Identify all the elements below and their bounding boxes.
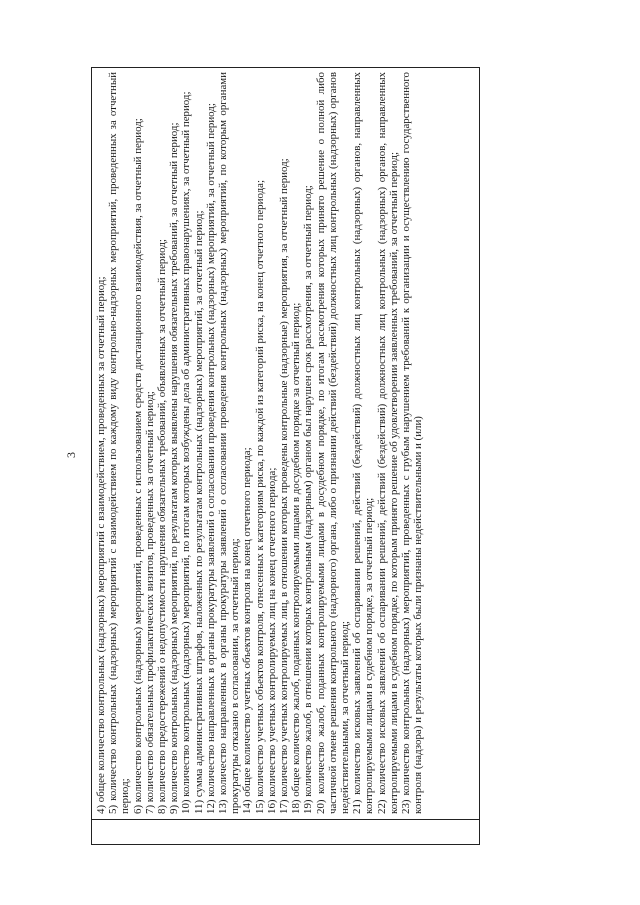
list-item: 20) количество жалоб, поданных контролируемыми лицами в досудебном порядке, по итогам рассмотрения которых принято решение о полной либо частичной отмене решения контрольного (надзорного) органа, либо о признании действий (бездействий) должностных лиц контрольных (надзорных) органов недействительными, за отчетный период; (314, 72, 352, 814)
indicator-list (95, 72, 424, 814)
table-left-column (92, 819, 479, 844)
table-frame (91, 67, 480, 845)
list-item: 11) сумма административных штрафов, наложенных по результатам контрольных (надзорных) мероприятий, за отчетный период; (192, 210, 205, 814)
list-item: 9) количество контрольных (надзорных) мероприятий, по результатам которых выявлены нарушения обязательных требований, за отчетный период; (168, 122, 181, 814)
list-item: 19) количество жалоб, в отношении которых контрольным (надзорным) органом был нарушен срок рассмотрения, за отчетный период; (302, 185, 315, 814)
list-item: 10) количество контрольных (надзорных) мероприятий, по итогам которых возбуждены дела об административных правонарушениях, за отчетный период; (180, 91, 193, 814)
list-item: 23) количество контрольных (надзорных) мероприятий, проведенных с грубым нарушением требований к организации и осуществлению государственного контроля (надзора) и результаты которых были признаны недействительными и (или) (400, 72, 425, 814)
list-item: 21) количество исковых заявлений об оспаривании решений, действий (бездействий) должностных лиц контрольных (надзорных) органов, направленных контролируемыми лицами в судебном порядке, за отчетный период; (351, 72, 376, 814)
list-item: 6) количество контрольных (надзорных) мероприятий, проведенных с использованием средств дистанционного взаимодействия, за отчетный период; (131, 118, 144, 814)
list-item: 12) количество направленных в органы прокуратуры заявлений о согласовании проведения контрольных (надзорных) мероприятий, за отчетный период; (204, 103, 217, 814)
list-item: 15) количество учетных объектов контроля, отнесенных к категориям риска, по каждой из категорий риска, на конец отчетного периода; (253, 180, 266, 814)
list-item: 18) общее количество жалоб, поданных контролируемыми лицами в досудебном порядке за отчетный период; (290, 302, 303, 814)
list-item: 16) количество учетных контролируемых лиц на конец отчетного периода; (265, 467, 278, 814)
page-number: 3 (64, 452, 78, 458)
rotated-content (64, 65, 482, 845)
list-item: 4) общее количество контрольных (надзорных) мероприятий с взаимодействием, проведенных за отчетный период; (95, 276, 107, 814)
list-item: 17) количество учетных контролируемых лиц, в отношении которых проведены контрольные (надзорные) мероприятия, за отчетный период; (278, 158, 291, 814)
list-item: 8) количество предостережений о недопустимости нарушения обязательных требований, объявленных за отчетный период; (156, 239, 169, 814)
list-item: 22) количество исковых заявлений об оспаривании решений, действий (бездействий) должностных лиц контрольных (надзорных) органов, направленных контролируемыми лицами в судебном порядке, по которым принято решение об удовлетворении заявленных требований, за отчетный период; (375, 72, 400, 814)
list-item: 13) количество направленных в органы прокуратуры заявлений о согласовании проведения контрольных (надзорных) мероприятий, по которым органами прокуратуры отказано в согласовании, за отчетный период; (217, 72, 242, 814)
list-item: 14) общее количество учетных объектов контроля на конец отчетного периода; (241, 447, 254, 814)
list-item: 7) количество обязательных профилактических визитов, проведенных за отчетный период; (143, 391, 156, 814)
list-item: 5) количество контрольных (надзорных) мероприятий с взаимодействием по каждому виду контрольно-надзорных мероприятий, проведенных за отчетный период; (107, 72, 132, 814)
